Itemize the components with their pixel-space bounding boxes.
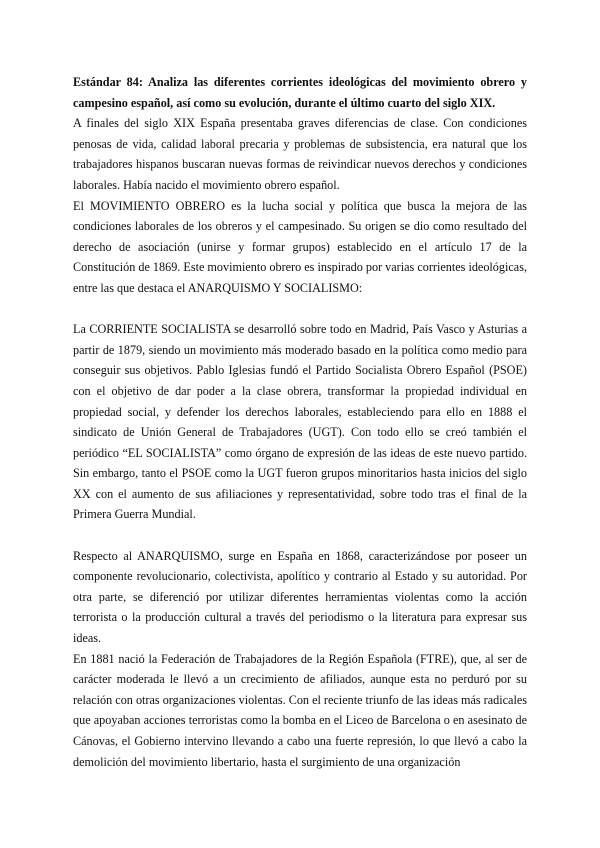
- document-body: [73, 72, 527, 772]
- document-title: Estándar 84: Analiza las diferentes corrientes ideológicas del movimiento obrero y campesino español, así como su evolución, durante el último cuarto del siglo XIX.: [73, 75, 527, 110]
- paragraph-anarquismo: Respecto al ANARQUISMO, surge en España en 1868, caracterizándose por poseer un componente revolucionario, colectivista, apolítico y contrario al Estado y su autoridad. Por otra parte, se diferenció por utilizar diferentes herramientas violentas como la acción terrorista o la producción cultural a través del periodismo o la literatura para expresar sus ideas.: [73, 548, 527, 646]
- paragraph-socialismo: La CORRIENTE SOCIALISTA se desarrolló sobre todo en Madrid, País Vasco y Asturias a partir de 1879, siendo un movimiento más moderado basado en la política como medio para conseguir sus objetivos. Pablo Iglesias fundó el Partido Socialista Obrero Español (PSOE) con el objetivo de dar poder a la clase obrera, transformar la propiedad individual en propiedad social, y defender los derechos laborales, estableciendo para ello en 1888 el sindicato de Unión General de Trabajadores (UGT). Con todo ello se creó también el periódico “EL SOCIALISTA” como órgano de expresión de las ideas de este nuevo partido. Sin embargo, tanto el PSOE como la UGT fueron grupos minoritarios hasta inicios del siglo XX con el aumento de sus afiliaciones y representatividad, sobre todo tras el final de la Primera Guerra Mundial.: [73, 322, 527, 522]
- paragraph-spacer: [73, 525, 527, 546]
- paragraph-ftre: En 1881 nació la Federación de Trabajadores de la Región Española (FTRE), que, al ser de carácter moderada le llevó a un crecimiento de afiliados, aunque esta no perduró por su relación con otras organizaciones violentas. Con el reciente triunfo de las ideas más radicales que apoyaban acciones terroristas como la bomba en el Liceo de Barcelona o en asesinato de Cánovas, el Gobierno intervino llevando a cabo una fuerte represión, lo que llevó a cabo la demolición del movimiento libertario, hasta el surgimiento de una organización: [73, 651, 527, 769]
- paragraph-spacer: [73, 299, 527, 320]
- paragraph-intro: A finales del siglo XIX España presentaba graves diferencias de clase. Con condiciones penosas de vida, calidad laboral precaria y problemas de subsistencia, era natural que los trabajadores hispanos buscaran nuevas formas de reivindicar nuevos derechos y condiciones laborales. Había nacido el movimiento obrero español.: [73, 116, 527, 192]
- paragraph-movimiento-obrero: El MOVIMIENTO OBRERO es la lucha social y política que busca la mejora de las condiciones laborales de los obreros y el campesinado. Su origen se dio como resultado del derecho de asociación (unirse y formar grupos) establecido en el artículo 17 de la Constitución de 1869. Este movimiento obrero es inspirado por varias corrientes ideológicas, entre las que destaca el ANARQUISMO Y SOCIALISMO:: [73, 198, 527, 295]
